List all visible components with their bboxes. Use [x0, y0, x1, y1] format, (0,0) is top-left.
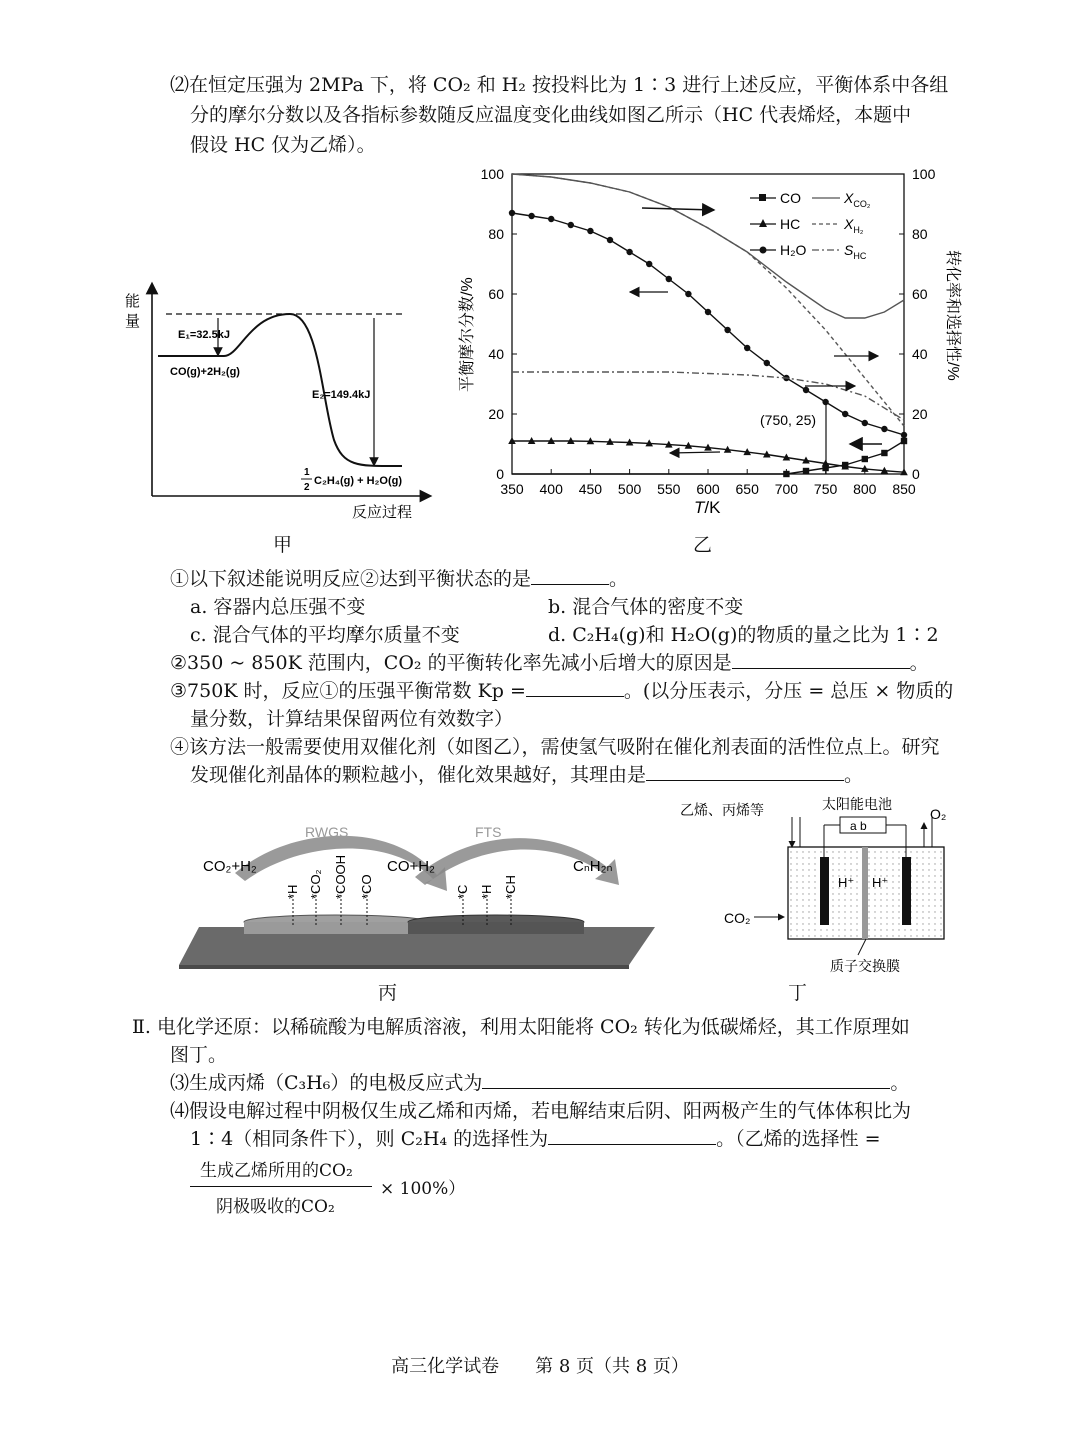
ding-cathode: [820, 857, 829, 925]
x-tick-label: 550: [657, 481, 681, 497]
point-ho: [862, 420, 868, 426]
chart-xlabel: T/K: [694, 498, 721, 517]
chart-annotation: (750, 25): [760, 412, 817, 428]
y-tick-label-right: 60: [912, 286, 928, 302]
bing-fts: FTS: [475, 824, 502, 840]
y-tick-label-right: 0: [912, 466, 920, 482]
bing-right: CₙH₂ₙ: [573, 858, 613, 875]
point-ho: [587, 228, 593, 234]
point-co: [881, 450, 887, 456]
x-tick-label: 700: [774, 481, 799, 497]
jia-product-frac-num: 1: [304, 467, 310, 478]
x-tick-label: 600: [696, 481, 720, 497]
point-co: [783, 471, 789, 477]
y-tick-label-right: 40: [912, 346, 928, 362]
x-tick-label: 450: [578, 481, 603, 497]
x-tick-label: 500: [617, 481, 642, 497]
option-a: a. 容器内总压强不变: [190, 596, 366, 618]
figure-jia-energy-diagram: [120, 280, 440, 550]
chart-ylabel-right: 转化率和选择性/%: [944, 250, 961, 381]
x-tick-label: 400: [539, 481, 563, 497]
point-ho: [626, 249, 632, 255]
ding-co2: CO₂: [724, 910, 751, 926]
svg-text:*H: *H: [285, 884, 300, 899]
ding-membrane-label: 质子交换膜: [830, 958, 900, 974]
svg-text:*CH: *CH: [503, 875, 518, 899]
option-c: c. 混合气体的平均摩尔质量不变: [190, 624, 460, 646]
q2-s4: ④该方法一般需要使用双催化剂（如图乙），需使氢气吸附在催化剂表面的活性位点上。研究: [170, 736, 940, 758]
ding-o2: O₂: [930, 806, 947, 822]
caption-ding: 丁: [788, 982, 808, 1004]
point-ho: [646, 261, 652, 267]
fraction-bar: [190, 1186, 372, 1187]
ding-hplus-1: H⁺: [838, 875, 855, 890]
y-tick-label-left: 60: [488, 286, 504, 302]
point-co: [862, 456, 868, 462]
x-tick-label: 800: [853, 481, 877, 497]
q2-line3: 假设 HC 仅为乙烯）。: [190, 134, 376, 156]
y-tick-label-left: 100: [480, 166, 504, 182]
jia-ylabel-2: 量: [125, 313, 141, 330]
jia-e1-label: E₁=32.5kJ: [178, 329, 230, 341]
fraction-tail: × 100%）: [380, 1179, 466, 1199]
legend-xh2: $X_{H_2}$: [844, 216, 864, 235]
point-ho: [685, 291, 691, 297]
series-line-xh: [512, 174, 904, 426]
jia-product: C₂H₄(g) + H₂O(g): [314, 475, 403, 487]
option-b: b. 混合气体的密度不变: [548, 596, 744, 618]
point-ho: [705, 309, 711, 315]
legend-co: CO: [780, 190, 801, 206]
q2-s2: ②350 ~ 850K 范围内，CO₂ 的平衡转化率先减小后增大的原因是 。: [170, 652, 929, 674]
figure-ding-cell: [680, 795, 970, 985]
point-ho: [528, 213, 534, 219]
ding-solar: 太阳能电池: [822, 796, 892, 812]
figure-bing-catalyst: [175, 815, 660, 975]
fraction-denominator: 阴极吸收的CO₂: [216, 1197, 335, 1217]
part2-line2: 图丁。: [170, 1044, 228, 1066]
ding-top-left: 乙烯、丙烯等: [680, 802, 764, 818]
part2-q3: ⑶生成丙烯（C₃H₆）的电极反应式为 。: [170, 1072, 910, 1094]
jia-product-frac-den: 2: [304, 482, 310, 493]
x-tick-label: 850: [892, 481, 916, 497]
q2-s3: ③750K 时，反应①的压强平衡常数 Kp = 。(以分压表示，分压 = 总压 × 物质的: [170, 680, 954, 702]
legend-h2o: H₂O: [780, 242, 807, 258]
legend-shc: $S_{HC}$: [844, 242, 867, 261]
legend-xco2: $X_{CO_2}$: [844, 190, 871, 209]
ding-a-b: a b: [850, 819, 867, 833]
svg-text:*C: *C: [455, 884, 470, 899]
point-ho: [842, 411, 848, 417]
x-tick-label: 750: [813, 481, 838, 497]
fraction-numerator: 生成乙烯所用的CO₂: [200, 1161, 353, 1181]
point-ho: [724, 327, 730, 333]
x-tick-label: 650: [735, 481, 759, 497]
q2-line2: 分的摩尔分数以及各指标参数随反应温度变化曲线如图乙所示（HC 代表烯烃，本题中: [190, 104, 912, 126]
caption-bing: 丙: [378, 982, 398, 1004]
chart-ylabel-left: 平衡摩尔分数/%: [459, 277, 476, 392]
svg-text:*CO: *CO: [359, 874, 374, 899]
point-ho: [881, 426, 887, 432]
part2-q4: ⑷假设电解过程中阴极仅生成乙烯和丙烯，若电解结束后阴、阳两极产生的气体体积比为: [170, 1100, 912, 1122]
arrow-to-right-axis-1: [642, 208, 714, 210]
point-ho: [509, 210, 515, 216]
q2-s3-line2: 量分数，计算结果保留两位有效数字）: [190, 708, 514, 730]
q2-line1: ⑵在恒定压强为 2MPa 下，将 CO₂ 和 H₂ 按投料比为 1∶3 进行上述反应，平衡体系中各组: [170, 74, 949, 96]
q2-s4-line2: 发现催化剂晶体的颗粒越小，催化效果越好，其理由是 。: [190, 764, 864, 786]
y-tick-label-left: 40: [488, 346, 504, 362]
figure-yi-chart: [450, 160, 970, 520]
point-ho: [744, 345, 750, 351]
point-ho: [568, 222, 574, 228]
bing-rwgs: RWGS: [305, 824, 349, 840]
svg-text:*COOH: *COOH: [333, 854, 348, 899]
legend-hc: HC: [780, 216, 801, 232]
ding-membrane: [862, 847, 868, 939]
option-d: d. C₂H₄(g)和 H₂O(g)的物质的量之比为 1∶2: [548, 624, 939, 646]
bing-left: CO₂+H₂: [203, 858, 257, 875]
caption-yi: 乙: [693, 534, 713, 556]
point-ho: [901, 432, 907, 438]
point-ho: [607, 237, 613, 243]
point-ho: [548, 216, 554, 222]
svg-text:*H: *H: [479, 884, 494, 899]
page-footer: 高三化学试卷 第 8 页（共 8 页）: [391, 1356, 689, 1377]
y-tick-label-left: 0: [496, 466, 504, 482]
point-ho: [764, 360, 770, 366]
x-tick-label: 350: [500, 481, 524, 497]
svg-text:*CO₂: *CO₂: [308, 869, 323, 899]
ding-hplus-2: H⁺: [872, 875, 889, 890]
jia-xlabel: 反应过程: [352, 504, 413, 521]
jia-reactant: CO(g)+2H₂(g): [170, 366, 240, 378]
arrow-to-left-axis-2: [670, 452, 720, 453]
bing-mid: CO+H₂: [387, 858, 435, 875]
caption-jia: 甲: [273, 534, 293, 556]
ding-anode: [902, 857, 911, 925]
point-co: [901, 438, 907, 444]
part2-line1: Ⅱ. 电化学还原：以稀硫酸为电解质溶液，利用太阳能将 CO₂ 转化为低碳烯烃，其工作原理如: [132, 1016, 910, 1038]
point-co: [803, 468, 809, 474]
y-tick-label-right: 20: [912, 406, 928, 422]
y-tick-label-right: 100: [912, 166, 936, 182]
q2-s1: ①以下叙述能说明反应②达到平衡状态的是 。: [170, 568, 629, 590]
jia-e2-label: E₂=149.4kJ: [312, 389, 371, 401]
point-ho: [666, 276, 672, 282]
jia-ylabel-1: 能: [125, 293, 141, 310]
y-tick-label-right: 80: [912, 226, 928, 242]
chart-legend: [750, 190, 871, 261]
y-tick-label-left: 80: [488, 226, 504, 242]
point-ho: [803, 387, 809, 393]
part2-q4-line2: 1∶4（相同条件下），则 C₂H₄ 的选择性为 。（乙烯的选择性 =: [190, 1128, 881, 1150]
y-tick-label-left: 20: [488, 406, 504, 422]
